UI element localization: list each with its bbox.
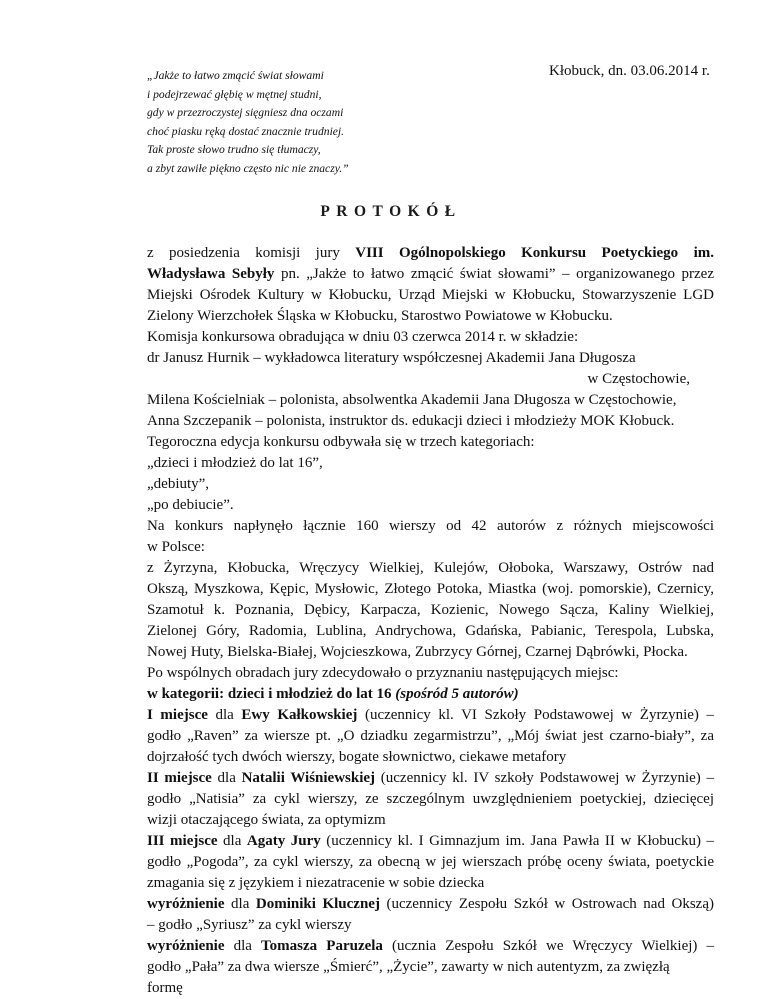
award-line: wyróżnienie dla Dominiki Klucznej (uczennicy Zespołu Szkół w Ostrowach nad Okszą) bbox=[147, 896, 714, 912]
award-line: I miejsce dla Ewy Kałkowskiej (uczennicy kl. VI Szkoły Podstawowej w Żyrzynie) – bbox=[147, 707, 715, 723]
places-line: Szamotuł k. Poznania, Dębicy, Karpacza, Kozienic, Nowego Sącza, Kaliny Wielkiej, bbox=[147, 602, 714, 618]
category-item: „dzieci i młodzież do lat 16”, bbox=[147, 455, 323, 471]
jury-member-3: Anna Szczepanik – polonista, instruktor ds. edukacji dzieci i młodzieży MOK Kłobuck. bbox=[147, 413, 675, 429]
jury-member-2: Milena Kościelniak – polonista, absolwentka Akademii Jana Długosza w Częstochowie, bbox=[147, 392, 677, 408]
category-item: „debiuty”, bbox=[147, 476, 210, 492]
award-line: III miejsce dla Agaty Jury (uczennicy kl. I Gimnazjum im. Jana Pawła II w Kłobucku) – bbox=[147, 833, 714, 849]
award-line: wyróżnienie dla Tomasza Paruzela (ucznia Zespołu Szkół we Wręczycy Wielkiej) – bbox=[147, 938, 714, 954]
category-heading: w kategorii: dzieci i młodzież do lat 16 (spośród 5 autorów) bbox=[147, 686, 519, 702]
motto-line: gdy w przezroczystej sięgniesz dna oczami bbox=[147, 106, 344, 119]
award-line: – godło „Syriusz” za cykl wierszy bbox=[147, 917, 352, 933]
document-body bbox=[147, 243, 714, 999]
motto-quote bbox=[147, 67, 447, 178]
intro-line-2: Władysława Sebyły pn. „Jakże to łatwo zmącić świat słowami” – organizowanego przez bbox=[147, 266, 714, 282]
intro-line-4: Zielony Wierzchołek Śląska w Kłobucku, Starostwo Powiatowe w Kłobucku. bbox=[147, 308, 613, 324]
motto-line: i podejrzewać głębię w mętnej studni, bbox=[147, 87, 322, 101]
award-line: godło „Pogoda”, za cykl wierszy, za obecną w jej wierszach próbę oceny świata, poetyckie bbox=[147, 854, 714, 870]
jury-member-1-city: w Częstochowie, bbox=[587, 371, 690, 387]
award-line: dojrzałość tych dwóch wierszy, bogate słownictwo, ciekawe metafory bbox=[147, 749, 567, 765]
places-line: Okszą, Myszkowa, Kępic, Mysłowic, Złotego Potoka, Miastka (woj. pomorskie), Czernicy, bbox=[147, 581, 714, 597]
categories-intro: Tegoroczna edycja konkursu odbywała się w trzech kategoriach: bbox=[147, 434, 535, 450]
document-title: PROTOKÓŁ bbox=[320, 203, 462, 220]
award-line: wizji otaczającego świata, za optymizm bbox=[147, 812, 386, 828]
intro-line-1: z posiedzenia komisji jury VIII Ogólnopolskiego Konkursu Poetyckiego im. bbox=[147, 245, 714, 261]
award-line: formę bbox=[147, 980, 183, 996]
stats-line-2: w Polsce: bbox=[147, 539, 205, 555]
motto-line: choć piasku ręką dostać znacznie trudniej. bbox=[147, 124, 345, 138]
award-line: godło „Pała” za dwa wiersze „Śmierć”, „Życie”, zawarty w nich autentyzm, za zwięzłą bbox=[147, 959, 670, 975]
places-line: Nowej Huty, Bielska-Białej, Wojcieszkowa, Zubrzycy Górnej, Czarnej Dąbrówki, Płocka. bbox=[147, 644, 688, 660]
category-item: „po debiucie”. bbox=[147, 497, 234, 513]
award-line: godło „Natisia” za cykl wierszy, ze szczególnym uwzględnieniem poetyckiej, dziecięcej bbox=[147, 791, 714, 807]
motto-line: a zbyt zawiłe piękno często nic nie znaczy.” bbox=[147, 161, 349, 175]
decision-text: Po wspólnych obradach jury zdecydowało o przyznaniu następujących miejsc: bbox=[147, 665, 619, 681]
award-line: godło „Raven” za wiersze pt. „O dziadku zegarmistrzu”, „Mój świat jest czarno-biały”, za bbox=[147, 728, 714, 744]
stats-line-1: Na konkurs napłynęło łącznie 160 wierszy od 42 autorów z różnych miejscowości bbox=[147, 518, 714, 534]
motto-line: Tak proste słowo trudno się tłumaczy, bbox=[147, 143, 321, 156]
document-date: Kłobuck, dn. 03.06.2014 r. bbox=[549, 63, 710, 79]
jury-member-1: dr Janusz Hurnik – wykładowca literatury współczesnej Akademii Jana Długosza bbox=[147, 350, 636, 366]
places-line: z Żyrzyna, Kłobucka, Wręczycy Wielkiej, Kulejów, Ołoboka, Warszawy, Ostrów nad bbox=[147, 560, 714, 576]
award-line: II miejsce dla Natalii Wiśniewskiej (uczennicy kl. IV szkoły Podstawowej w Żyrzynie) – bbox=[147, 770, 714, 786]
motto-line: „Jakże to łatwo zmącić świat słowami bbox=[147, 69, 324, 82]
places-line: Zielonej Góry, Radomia, Lublina, Andrychowa, Gdańska, Pabianic, Terespola, Lubska, bbox=[147, 623, 714, 639]
jury-intro: Komisja konkursowa obradująca w dniu 03 czerwca 2014 r. w składzie: bbox=[147, 329, 579, 345]
award-line: zmagania się z językiem i niezatracenie w sobie dziecka bbox=[147, 875, 485, 891]
intro-line-3: Miejski Ośrodek Kultury w Kłobucku, Urząd Miejski w Kłobucku, Stowarzyszenie LGD bbox=[147, 287, 714, 303]
